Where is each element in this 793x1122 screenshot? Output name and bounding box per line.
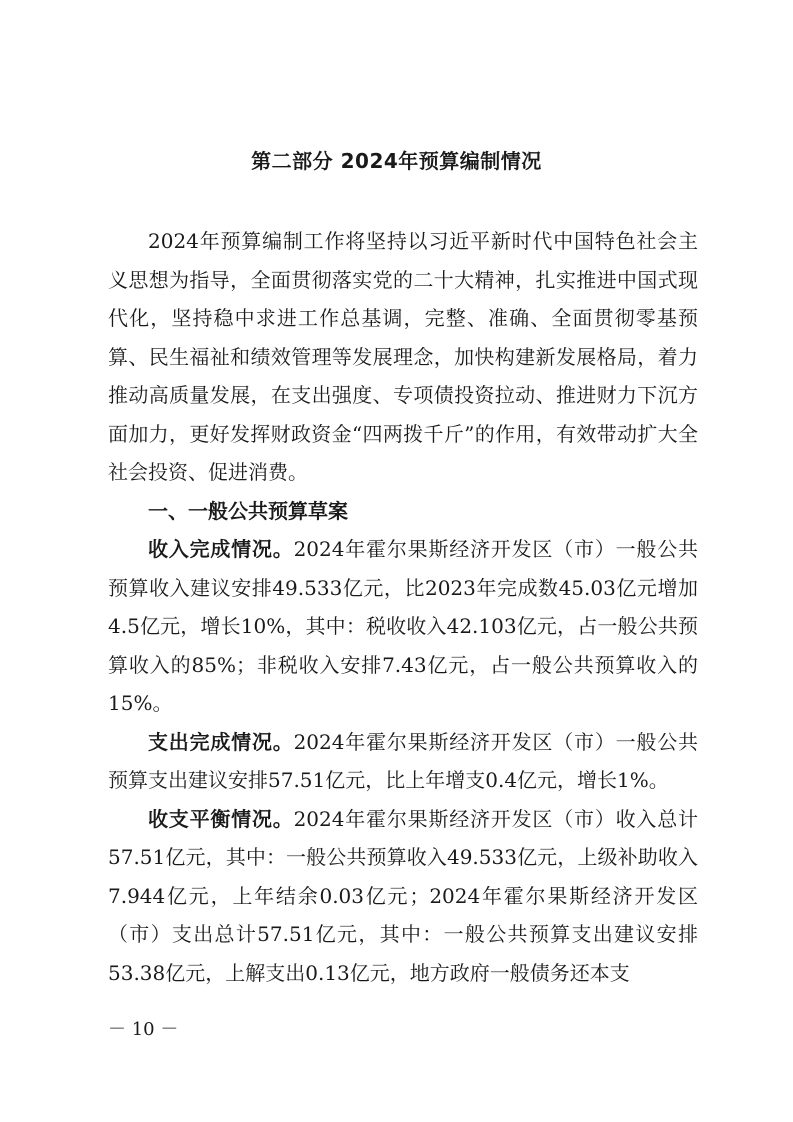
section-heading: 一、一般公共预算草案 [148,498,348,523]
body-text [108,222,698,992]
expenditure-lead: 支出完成情况。 [148,729,294,754]
intro-paragraph: 2024年预算编制工作将坚持以习近平新时代中国特色社会主义思想为指导，全面贯彻落实党的二十大精神，扎实推进中国式现代化，坚持稳中求进工作总基调，完整、准确、全面贯彻零基预算、民生福祉和绩效管理等发展理念，加快构建新发展格局，着力推动高质量发展，在支出强度、专项债投资拉动、推进财力下沉方面加力，更好发挥财政资金“四两拨千斤”的作用，有效带动扩大全社会投资、促进消费。 [108,229,698,484]
page-number: － 10 － [108,1019,179,1040]
income-text: 2024年霍尔果斯经济开发区（市）一般公共预算收入建议安排49.533亿元，比2023年完成数45.03亿元增加4.5亿元，增长10%，其中：税收收入42.103亿元，占一般公共预算收入的85%；非税收入安排7.43亿元，占一般公共预算收入的15%。 [108,537,699,715]
page-title: 第二部分 2024年预算编制情况 [251,149,542,173]
expenditure-paragraph [108,723,698,800]
balance-paragraph [108,800,698,993]
income-paragraph [108,530,698,723]
income-lead: 收入完成情况。 [148,537,294,561]
balance-text: 2024年霍尔果斯经济开发区（市）收入总计57.51亿元，其中：一般公共预算收入49.533亿元，上级补助收入7.944亿元，上年结余0.03亿元；2024年霍尔果斯经济开发区（市）支出总计57.51亿元，其中：一般公共预算支出建议安排53.38亿元，上解支出0.13亿元，地方政府一般债务还本支 [108,806,699,985]
balance-lead: 收支平衡情况。 [148,806,294,831]
expenditure-text: 2024年霍尔果斯经济开发区（市）一般公共预算支出建议安排57.51亿元，比上年增支0.4亿元，增长1%。 [108,729,699,792]
